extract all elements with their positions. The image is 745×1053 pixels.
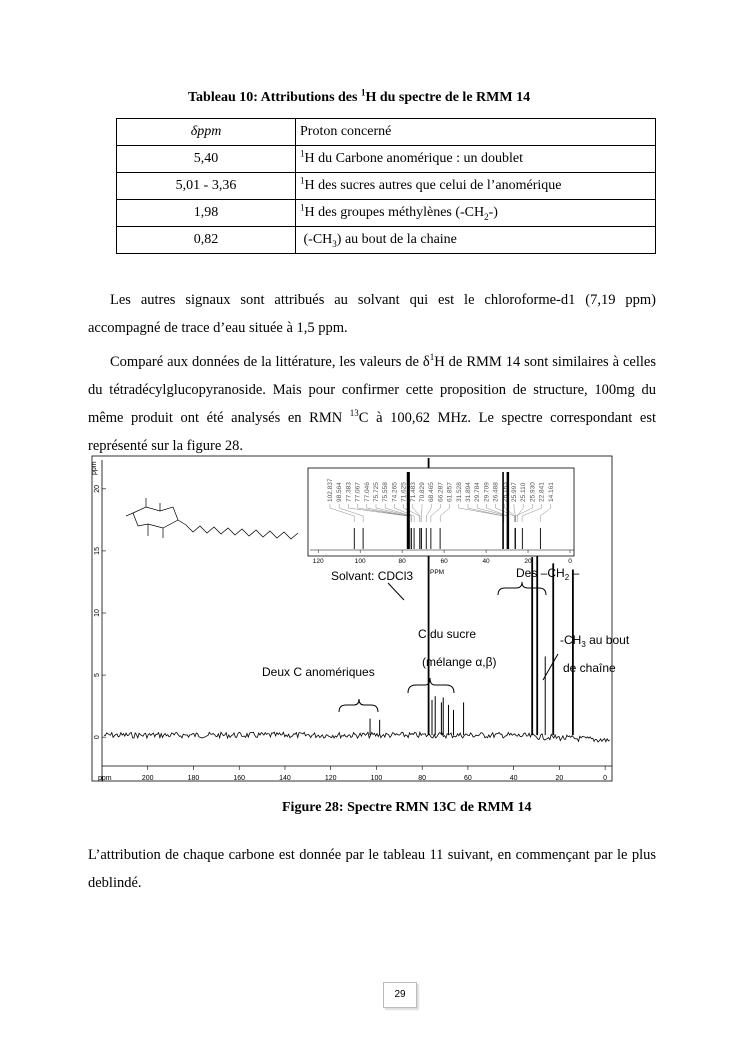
inset-tick-label: 100: [354, 558, 366, 565]
cell-desc-text: H des groupes méthylènes (-CH: [304, 205, 485, 220]
cell-sup: 1: [300, 148, 305, 159]
paragraph-attribution: [88, 841, 656, 897]
figure-caption: Figure 28: Spectre RMN 13C de RMM 14: [282, 800, 532, 815]
cell-ppm: 0,82: [117, 227, 296, 254]
header-ppm: [117, 119, 296, 146]
cell-sub: 3: [332, 238, 337, 249]
inset-peak-label: 71.483: [409, 482, 417, 502]
table-header-row: [117, 119, 656, 146]
cell-ppm: 5,40: [117, 146, 296, 173]
inset-tick-label: 80: [398, 558, 406, 565]
x-axis-label: ppm: [98, 775, 112, 782]
cell-sub: 2: [484, 211, 489, 222]
table-row: [117, 173, 656, 200]
methylene-text: Des –CH: [516, 566, 565, 580]
inset-peak-label: 25.110: [520, 482, 528, 502]
x-tick-label: 120: [324, 775, 337, 782]
solvent-label: Solvant: CDCl3: [331, 569, 414, 583]
para2-sup1: 1: [429, 352, 435, 363]
cell-desc: [296, 146, 656, 173]
para2-text-b: H de RMM 14 sont similaires à celles du tétradécylglucopyranoside. Mais pour confirmer cette proposition de structure, 100mg du même produit ont été analysés en RMN: [88, 354, 657, 426]
paragraph-solvent: [88, 286, 656, 342]
inset-peak-label: 31.528: [455, 482, 463, 502]
caption-text-end: H du spectre de le RMM 14: [365, 90, 531, 105]
cell-desc-after: -): [488, 205, 498, 220]
x-tick-label: 20: [555, 775, 564, 782]
inset-peak-label: 29.709: [483, 482, 491, 502]
table-caption: [188, 87, 531, 106]
cell-desc-after: ) au bout de la chaine: [336, 232, 457, 247]
cell-ppm: 5,01 - 3,36: [117, 173, 296, 200]
methyl-sub: 3: [581, 640, 586, 649]
paragraph-literature: [88, 348, 656, 460]
para1-line1: Les autres signaux sont attribués au solvant qui est le chloroforme-d1 (7,19 ppm): [110, 292, 656, 308]
table-row: [117, 200, 656, 227]
x-tick-label: 140: [279, 775, 291, 782]
x-tick-label: 0: [603, 775, 608, 782]
inset-peak-label: 26.488: [492, 482, 500, 502]
inset-peak-label: 70.829: [419, 482, 426, 502]
table-row: [117, 146, 656, 173]
methylene-sub: 2: [564, 573, 570, 582]
inset-frame: [308, 468, 574, 556]
methyl-text: -CH: [560, 633, 582, 647]
inset-peak-label: 98.564: [336, 482, 344, 502]
inset-peak-label: 75.725: [373, 482, 380, 502]
inset-peak-label: 31.894: [465, 482, 472, 502]
methyl-label-line2: de chaîne: [563, 661, 616, 675]
cell-desc: [296, 227, 656, 254]
cell-sup: 1: [300, 175, 305, 186]
inset-peak-label: 26.163: [501, 482, 509, 502]
y-axis-label: ppm: [91, 461, 98, 475]
header-proton: Proton concerné: [296, 119, 656, 146]
x-tick-label: 100: [370, 775, 383, 782]
inset-peak-label: 25.997: [511, 482, 518, 502]
inset-peak-label: 77.067: [354, 482, 362, 502]
y-tick-label: 5: [94, 673, 101, 678]
paragraph-line: [88, 286, 656, 314]
x-tick-label: 180: [187, 775, 200, 782]
inset-peak-label: 66.287: [437, 482, 445, 502]
methylene-text-end: –: [569, 566, 580, 580]
cell-desc-pre: (-CH: [300, 232, 333, 247]
inset-peak-label: 75.558: [382, 482, 390, 502]
attribution-table: [116, 118, 656, 254]
inset-tick-label: 120: [312, 558, 324, 565]
y-tick-label: 20: [94, 484, 101, 493]
inset-peak-label: 77.383: [345, 482, 353, 502]
cell-desc-text: H des sucres autres que celui de l’anomérique: [304, 178, 562, 193]
para3-text: L’attribution de chaque carbone est donnée par le tableau 11 suivant, en commençant par le plus deblindé.: [88, 847, 656, 891]
inset-peak-label: 61.857: [446, 482, 454, 502]
inset-peak-label: 25.930: [529, 482, 537, 502]
inset-tick-label: 20: [524, 558, 532, 565]
sugar-mix-label: (mélange α,β): [422, 655, 497, 669]
cell-desc: [296, 173, 656, 200]
nmr-spectrum-figure: [88, 450, 630, 788]
methyl-label: [560, 633, 630, 649]
inset-peak-label: 22.841: [538, 482, 546, 502]
cell-desc-text: H du Carbone anomérique : un doublet: [304, 151, 524, 166]
paragraph-line: accompagné de trace d’eau située à 1,5 ppm.: [88, 320, 348, 336]
x-tick-label: 60: [464, 775, 472, 782]
cell-sup: 1: [300, 202, 305, 213]
para2-text-a: Comparé aux données de la littérature, les valeurs de δ: [110, 354, 430, 370]
x-tick-label: 160: [233, 775, 246, 782]
inset-peak-label: 68.465: [428, 482, 436, 502]
x-tick-label: 200: [141, 775, 154, 782]
para2-sup2: 13: [349, 408, 359, 419]
sugar-label: C du sucre: [418, 627, 477, 641]
table-row: [117, 227, 656, 254]
para2-text-c: C à 100,62 MHz. Le spectre correspondant est représenté sur la figure 28.: [88, 410, 656, 454]
inset-peak-label: 102.837: [327, 478, 334, 502]
y-tick-label: 10: [94, 609, 101, 617]
inset-tick-label: 0: [568, 558, 572, 565]
methylene-label: [516, 566, 579, 582]
inset-axis-label: PPM: [430, 569, 445, 576]
inset-peak-label: 71.625: [400, 482, 408, 502]
inset-peak-label: 29.784: [474, 482, 482, 502]
anomeric-label: Deux C anomériques: [262, 665, 375, 679]
caption-sup: 1: [360, 87, 366, 98]
inset-peak-label: 74.265: [391, 482, 399, 502]
y-tick-label: 15: [94, 547, 101, 555]
inset-tick-label: 40: [482, 558, 490, 565]
cell-desc: [296, 200, 656, 227]
caption-text: Tableau 10: Attributions des: [188, 90, 361, 105]
methyl-text-end: au bout: [585, 633, 630, 647]
y-tick-label: 0: [94, 735, 101, 740]
inset-peak-label: 14.161: [547, 482, 555, 502]
inset-peak-label: 77.046: [363, 482, 371, 502]
cell-ppm: 1,98: [117, 200, 296, 227]
inset-tick-label: 60: [440, 558, 448, 565]
x-tick-label: 80: [418, 775, 427, 782]
page-number: 29: [383, 982, 417, 1008]
x-tick-label: 40: [509, 775, 518, 782]
header-ppm-text: δppm: [190, 124, 222, 139]
